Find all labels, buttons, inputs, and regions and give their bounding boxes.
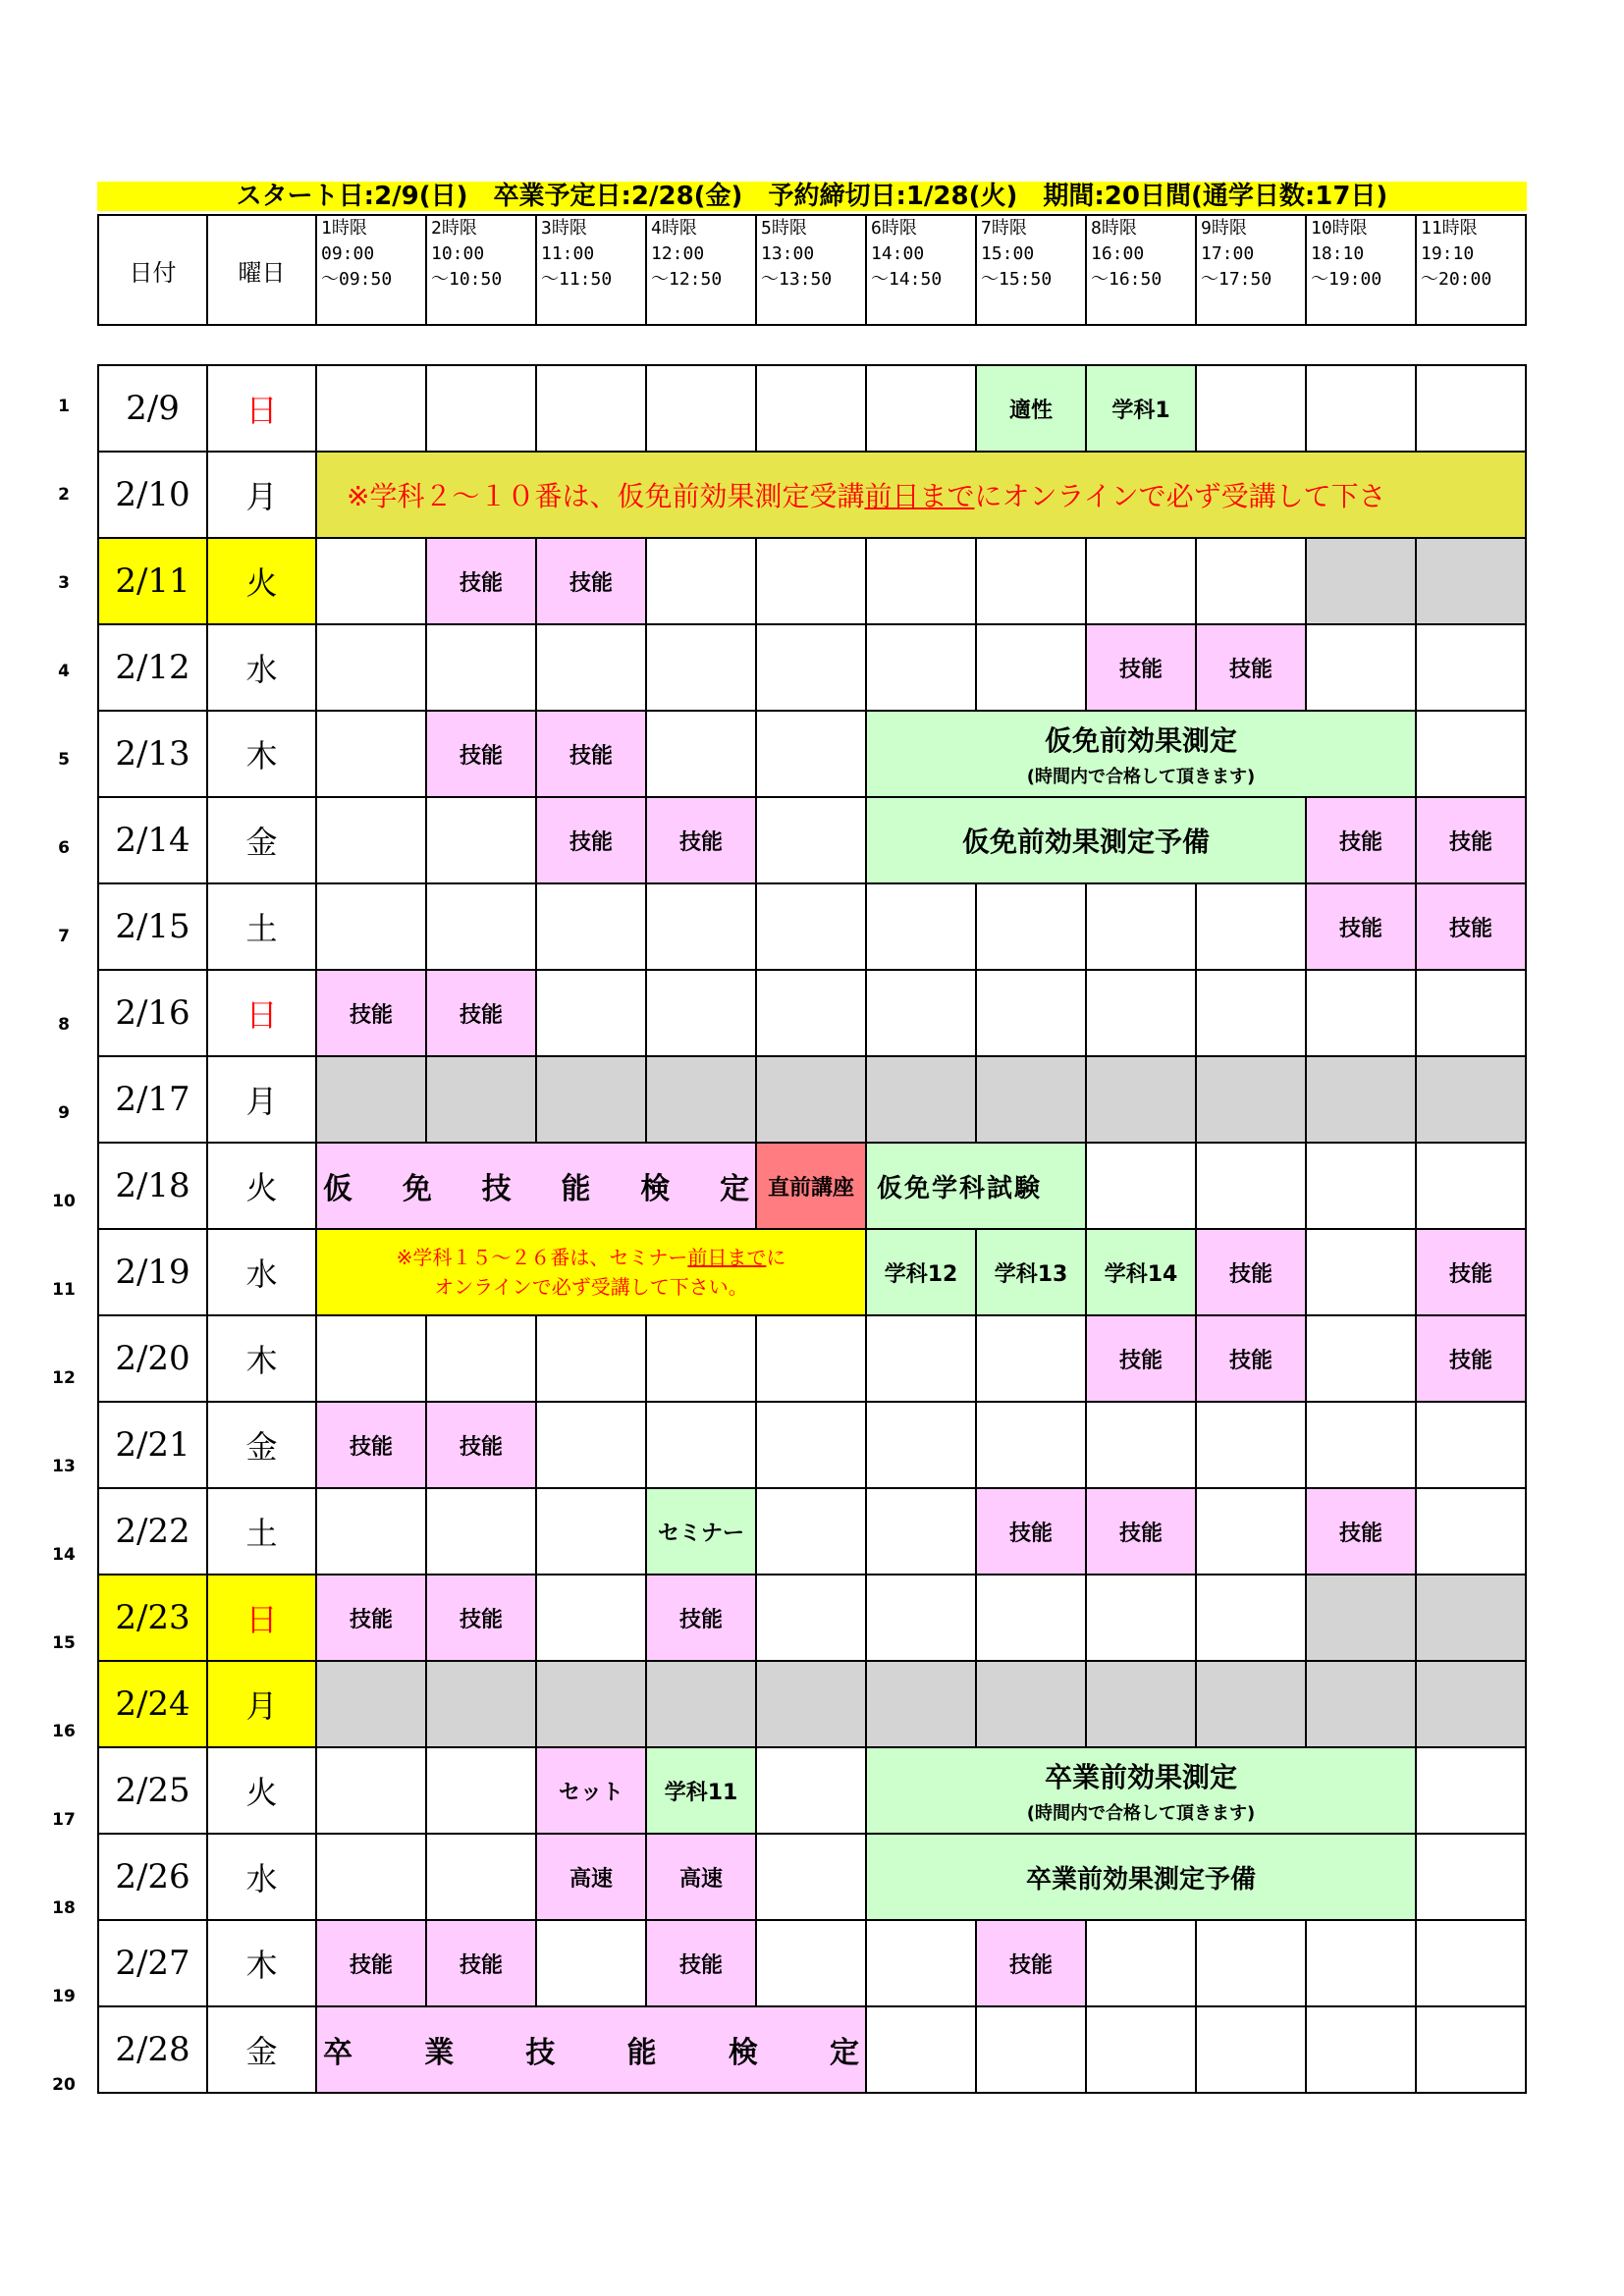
slot-empty xyxy=(756,711,866,797)
period-header-table xyxy=(97,214,1527,326)
slot-highway[interactable]: 高速 xyxy=(536,1834,646,1920)
table-row xyxy=(98,1920,1526,2006)
date-cell: 2/10 xyxy=(98,452,207,538)
slot-empty xyxy=(866,365,976,452)
row-number: 11 xyxy=(52,1280,76,1300)
slot-empty xyxy=(756,1575,866,1661)
slot-empty xyxy=(1086,1920,1196,2006)
slot-empty xyxy=(1416,2006,1526,2093)
slot-empty xyxy=(756,970,866,1056)
slot-empty xyxy=(976,2006,1086,2093)
grad-skill-exam[interactable]: 卒 業 技 能 検 定 xyxy=(316,2006,866,2093)
date-cell: 2/18 xyxy=(98,1143,207,1229)
period-header: 8時限 16:00 ～16:50 xyxy=(1086,215,1196,325)
slot-skill[interactable]: 技能 xyxy=(426,711,536,797)
slot-closed xyxy=(1306,1661,1416,1747)
slot-closed xyxy=(316,1661,426,1747)
slot-empty xyxy=(536,1488,646,1575)
slot-skill[interactable]: 技能 xyxy=(536,538,646,624)
slot-empty xyxy=(1416,1402,1526,1488)
slot-skill[interactable]: 技能 xyxy=(316,1920,426,2006)
date-cell: 2/12 xyxy=(98,624,207,711)
weekday-cell: 木 xyxy=(207,1315,316,1402)
slot-empty xyxy=(1306,1315,1416,1402)
slot-empty xyxy=(756,797,866,883)
row-number: 2 xyxy=(58,485,70,505)
date-cell: 2/24 xyxy=(98,1661,207,1747)
slot-empty xyxy=(536,883,646,970)
slot-closed xyxy=(1196,1056,1306,1143)
slot-empty xyxy=(1086,1402,1196,1488)
slot-skill[interactable]: 技能 xyxy=(976,1488,1086,1575)
slot-empty xyxy=(426,1488,536,1575)
slot-empty xyxy=(976,538,1086,624)
slot-empty xyxy=(1196,1920,1306,2006)
period-header: 4時限 12:00 ～12:50 xyxy=(646,215,756,325)
grad-effect-measure-reserve[interactable]: 卒業前効果測定予備 xyxy=(866,1834,1416,1920)
slot-skill[interactable]: 技能 xyxy=(646,1920,756,2006)
slot-empty xyxy=(976,1402,1086,1488)
slot-empty xyxy=(316,624,426,711)
slot-closed xyxy=(1416,1661,1526,1747)
slot-closed xyxy=(1086,1661,1196,1747)
slot-gakka[interactable]: 学科11 xyxy=(646,1747,756,1834)
slot-closed xyxy=(866,1661,976,1747)
slot-empty xyxy=(536,624,646,711)
slot-set[interactable]: セット xyxy=(536,1747,646,1834)
date-cell: 2/11 xyxy=(98,538,207,624)
slot-empty xyxy=(976,970,1086,1056)
slot-empty xyxy=(866,1315,976,1402)
slot-empty xyxy=(1416,1747,1526,1834)
online-notice-banner: ※学科２～１０番は、仮免前効果測定受講前日までにオンラインで必ず受講して下さ xyxy=(316,452,1526,538)
online-notice-seminar: ※学科１５～２６番は、セミナー前日までに オンラインで必ず受講して下さい。 xyxy=(316,1229,866,1315)
slot-empty xyxy=(536,1315,646,1402)
kamen-effect-measure[interactable]: 仮免前効果測定 (時間内で合格して頂きます) xyxy=(866,711,1416,797)
slot-empty xyxy=(1196,1402,1306,1488)
period-header: 11時限 19:10 ～20:00 xyxy=(1416,215,1526,325)
slot-empty xyxy=(976,883,1086,970)
slot-skill[interactable]: 技能 xyxy=(426,1920,536,2006)
kamen-skill-exam[interactable]: 仮 免 技 能 検 定 xyxy=(316,1143,756,1229)
slot-closed xyxy=(1416,1575,1526,1661)
grad-effect-measure[interactable]: 卒業前効果測定 (時間内で合格して頂きます) xyxy=(866,1747,1416,1834)
slot-skill[interactable]: 技能 xyxy=(1196,624,1306,711)
row-number: 3 xyxy=(58,573,70,593)
date-cell: 2/26 xyxy=(98,1834,207,1920)
weekday-cell: 水 xyxy=(207,624,316,711)
weekday-cell: 金 xyxy=(207,2006,316,2093)
row-number: 19 xyxy=(52,1987,76,2006)
weekday-cell: 木 xyxy=(207,1920,316,2006)
slot-closed xyxy=(866,1056,976,1143)
slot-empty xyxy=(316,365,426,452)
slot-skill[interactable]: 技能 xyxy=(316,970,426,1056)
slot-closed xyxy=(426,1661,536,1747)
slot-last-lecture[interactable]: 直前講座 xyxy=(756,1143,866,1229)
table-row xyxy=(98,797,1526,883)
slot-skill[interactable]: 技能 xyxy=(426,1402,536,1488)
slot-skill[interactable]: 技能 xyxy=(1416,797,1526,883)
slot-skill[interactable]: 技能 xyxy=(1416,883,1526,970)
slot-skill[interactable]: 技能 xyxy=(1306,797,1416,883)
slot-closed xyxy=(1306,1056,1416,1143)
date-cell: 2/21 xyxy=(98,1402,207,1488)
table-row xyxy=(98,1056,1526,1143)
date-cell: 2/9 xyxy=(98,365,207,452)
slot-skill[interactable]: 技能 xyxy=(646,797,756,883)
weekday-cell: 金 xyxy=(207,1402,316,1488)
slot-empty xyxy=(426,1747,536,1834)
slot-gakka[interactable]: 学科13 xyxy=(976,1229,1086,1315)
slot-closed xyxy=(976,1661,1086,1747)
slot-empty xyxy=(536,1920,646,2006)
slot-empty xyxy=(756,883,866,970)
slot-empty xyxy=(756,365,866,452)
slot-empty xyxy=(536,1402,646,1488)
weekday-cell: 金 xyxy=(207,797,316,883)
date-cell: 2/23 xyxy=(98,1575,207,1661)
slot-empty xyxy=(1416,1920,1526,2006)
table-row xyxy=(98,970,1526,1056)
slot-skill[interactable]: 技能 xyxy=(646,1575,756,1661)
row-number: 15 xyxy=(52,1633,76,1653)
slot-closed xyxy=(1416,1056,1526,1143)
date-cell: 2/25 xyxy=(98,1747,207,1834)
slot-empty xyxy=(756,624,866,711)
slot-empty xyxy=(316,797,426,883)
slot-closed xyxy=(756,1661,866,1747)
slot-empty xyxy=(866,1488,976,1575)
date-cell: 2/28 xyxy=(98,2006,207,2093)
slot-skill[interactable]: 技能 xyxy=(1416,1229,1526,1315)
table-row xyxy=(98,1402,1526,1488)
slot-aptitude[interactable]: 適性 xyxy=(976,365,1086,452)
slot-empty xyxy=(866,538,976,624)
row-number: 14 xyxy=(52,1545,76,1565)
date-cell: 2/16 xyxy=(98,970,207,1056)
slot-empty xyxy=(1086,2006,1196,2093)
row-number: 7 xyxy=(58,927,70,946)
table-row xyxy=(98,883,1526,970)
slot-empty xyxy=(646,883,756,970)
slot-empty xyxy=(1196,1143,1306,1229)
slot-empty xyxy=(1086,538,1196,624)
kamen-effect-measure-reserve[interactable]: 仮免前効果測定予備 xyxy=(866,797,1306,883)
period-header: 10時限 18:10 ～19:00 xyxy=(1306,215,1416,325)
slot-empty xyxy=(1086,1575,1196,1661)
slot-empty xyxy=(1306,365,1416,452)
slot-empty xyxy=(756,1747,866,1834)
slot-empty xyxy=(976,1315,1086,1402)
slot-empty xyxy=(646,624,756,711)
weekday-cell: 土 xyxy=(207,883,316,970)
slot-closed xyxy=(646,1661,756,1747)
slot-closed xyxy=(1306,538,1416,624)
date-cell: 2/20 xyxy=(98,1315,207,1402)
row-number: 16 xyxy=(52,1722,76,1741)
slot-empty xyxy=(1416,1488,1526,1575)
weekday-cell: 火 xyxy=(207,538,316,624)
slot-empty xyxy=(866,1920,976,2006)
table-row xyxy=(98,1661,1526,1747)
slot-empty xyxy=(866,970,976,1056)
slot-empty xyxy=(316,711,426,797)
date-cell: 2/13 xyxy=(98,711,207,797)
row-number: 4 xyxy=(58,662,70,681)
slot-closed xyxy=(316,1056,426,1143)
slot-skill[interactable]: 技能 xyxy=(1306,883,1416,970)
slot-closed xyxy=(1416,538,1526,624)
slot-empty xyxy=(316,1834,426,1920)
weekday-cell: 月 xyxy=(207,452,316,538)
slot-empty xyxy=(1416,1143,1526,1229)
slot-closed xyxy=(1306,1575,1416,1661)
weekday-cell: 火 xyxy=(207,1747,316,1834)
slot-empty xyxy=(866,624,976,711)
slot-empty xyxy=(756,538,866,624)
slot-empty xyxy=(1416,970,1526,1056)
date-cell: 2/27 xyxy=(98,1920,207,2006)
slot-skill[interactable]: 技能 xyxy=(426,538,536,624)
weekday-cell: 日 xyxy=(207,1575,316,1661)
table-row xyxy=(98,2006,1526,2093)
slot-empty xyxy=(426,797,536,883)
slot-skill[interactable]: 技能 xyxy=(1086,1315,1196,1402)
slot-empty xyxy=(1306,1143,1416,1229)
slot-empty xyxy=(1416,624,1526,711)
slot-empty xyxy=(756,1402,866,1488)
period-header: 9時限 17:00 ～17:50 xyxy=(1196,215,1306,325)
slot-closed xyxy=(536,1056,646,1143)
period-header: 5時限 13:00 ～13:50 xyxy=(756,215,866,325)
table-row xyxy=(98,1143,1526,1229)
slot-empty xyxy=(646,970,756,1056)
slot-empty xyxy=(426,624,536,711)
slot-empty xyxy=(866,2006,976,2093)
row-number: 6 xyxy=(58,838,70,858)
slot-empty xyxy=(646,1315,756,1402)
slot-skill[interactable]: 技能 xyxy=(426,1575,536,1661)
period-header: 6時限 14:00 ～14:50 xyxy=(866,215,976,325)
slot-empty xyxy=(1416,711,1526,797)
slot-empty xyxy=(1306,2006,1416,2093)
date-column-header: 日付 xyxy=(98,215,207,325)
slot-empty xyxy=(646,365,756,452)
weekday-column-header: 曜日 xyxy=(207,215,316,325)
row-number: 1 xyxy=(58,397,70,416)
table-row xyxy=(98,538,1526,624)
slot-empty xyxy=(756,1315,866,1402)
slot-highway[interactable]: 高速 xyxy=(646,1834,756,1920)
slot-empty xyxy=(976,1575,1086,1661)
table-row xyxy=(98,1575,1526,1661)
slot-empty xyxy=(1306,1229,1416,1315)
slot-skill[interactable]: 技能 xyxy=(426,970,536,1056)
date-cell: 2/19 xyxy=(98,1229,207,1315)
table-row xyxy=(98,711,1526,797)
slot-empty xyxy=(536,970,646,1056)
slot-empty xyxy=(1196,538,1306,624)
row-number: 5 xyxy=(58,750,70,770)
row-number: 20 xyxy=(52,2075,76,2095)
slot-skill[interactable]: 技能 xyxy=(1416,1315,1526,1402)
slot-empty xyxy=(316,1488,426,1575)
date-cell: 2/22 xyxy=(98,1488,207,1575)
slot-skill[interactable]: 技能 xyxy=(1306,1488,1416,1575)
slot-empty xyxy=(1086,1143,1196,1229)
slot-empty xyxy=(426,365,536,452)
row-number: 9 xyxy=(58,1103,70,1123)
slot-empty xyxy=(1306,624,1416,711)
period-header: 1時限 09:00 ～09:50 xyxy=(316,215,426,325)
slot-closed xyxy=(426,1056,536,1143)
date-cell: 2/14 xyxy=(98,797,207,883)
slot-skill[interactable]: 技能 xyxy=(1086,624,1196,711)
weekday-cell: 日 xyxy=(207,365,316,452)
slot-gakka[interactable]: 学科1 xyxy=(1086,365,1196,452)
table-row xyxy=(98,1229,1526,1315)
slot-empty xyxy=(1086,883,1196,970)
weekday-cell: 月 xyxy=(207,1661,316,1747)
period-header: 3時限 11:00 ～11:50 xyxy=(536,215,646,325)
row-number: 12 xyxy=(52,1368,76,1388)
slot-empty xyxy=(1306,970,1416,1056)
row-number: 13 xyxy=(52,1457,76,1476)
table-row xyxy=(98,624,1526,711)
slot-empty xyxy=(756,1920,866,2006)
schedule-table xyxy=(97,364,1527,2094)
schedule-summary-banner: スタート日:2/9(日) 卒業予定日:2/28(金) 予約締切日:1/28(火) 期間:20日間(通学日数:17日) xyxy=(97,182,1527,211)
slot-skill[interactable]: 技能 xyxy=(976,1920,1086,2006)
slot-empty xyxy=(316,1315,426,1402)
slot-empty xyxy=(426,883,536,970)
slot-seminar[interactable]: セミナー xyxy=(646,1488,756,1575)
weekday-cell: 水 xyxy=(207,1834,316,1920)
slot-skill[interactable]: 技能 xyxy=(316,1575,426,1661)
slot-closed xyxy=(976,1056,1086,1143)
slot-skill[interactable]: 技能 xyxy=(1086,1488,1196,1575)
slot-closed xyxy=(646,1056,756,1143)
slot-empty xyxy=(1196,2006,1306,2093)
slot-empty xyxy=(316,883,426,970)
slot-empty xyxy=(1196,1575,1306,1661)
weekday-cell: 日 xyxy=(207,970,316,1056)
slot-gakka[interactable]: 学科12 xyxy=(866,1229,976,1315)
slot-empty xyxy=(756,1834,866,1920)
table-row xyxy=(98,452,1526,538)
slot-skill[interactable]: 技能 xyxy=(1196,1229,1306,1315)
slot-empty xyxy=(646,711,756,797)
table-row xyxy=(98,1315,1526,1402)
period-header: 7時限 15:00 ～15:50 xyxy=(976,215,1086,325)
slot-empty xyxy=(426,1315,536,1402)
slot-empty xyxy=(426,1834,536,1920)
table-row xyxy=(98,1747,1526,1834)
date-cell: 2/15 xyxy=(98,883,207,970)
slot-empty xyxy=(316,1747,426,1834)
table-row xyxy=(98,365,1526,452)
slot-empty xyxy=(866,883,976,970)
slot-empty xyxy=(1086,970,1196,1056)
weekday-cell: 土 xyxy=(207,1488,316,1575)
weekday-cell: 火 xyxy=(207,1143,316,1229)
slot-skill[interactable]: 技能 xyxy=(536,711,646,797)
slot-empty xyxy=(1306,1920,1416,2006)
slot-empty xyxy=(866,1575,976,1661)
row-number: 10 xyxy=(52,1192,76,1211)
slot-empty xyxy=(756,1488,866,1575)
row-number: 18 xyxy=(52,1898,76,1918)
row-number: 8 xyxy=(58,1015,70,1035)
slot-closed xyxy=(1196,1661,1306,1747)
slot-closed xyxy=(536,1661,646,1747)
slot-empty xyxy=(536,1575,646,1661)
slot-empty xyxy=(1416,1834,1526,1920)
slot-empty xyxy=(646,1402,756,1488)
slot-skill[interactable]: 技能 xyxy=(316,1402,426,1488)
weekday-cell: 水 xyxy=(207,1229,316,1315)
slot-empty xyxy=(316,538,426,624)
slot-empty xyxy=(1306,1402,1416,1488)
slot-gakka[interactable]: 学科14 xyxy=(1086,1229,1196,1315)
slot-empty xyxy=(1196,1488,1306,1575)
slot-empty xyxy=(1196,365,1306,452)
table-row xyxy=(98,1488,1526,1575)
slot-empty xyxy=(866,1402,976,1488)
row-number: 17 xyxy=(52,1810,76,1830)
table-row xyxy=(98,1834,1526,1920)
slot-empty xyxy=(1196,970,1306,1056)
slot-empty xyxy=(1416,365,1526,452)
slot-empty xyxy=(536,365,646,452)
slot-skill[interactable]: 技能 xyxy=(1196,1315,1306,1402)
slot-empty xyxy=(646,538,756,624)
slot-empty xyxy=(1196,883,1306,970)
slot-closed xyxy=(1086,1056,1196,1143)
kamen-written-exam[interactable]: 仮免学科試験 xyxy=(866,1143,1086,1229)
slot-closed xyxy=(756,1056,866,1143)
slot-empty xyxy=(976,624,1086,711)
weekday-cell: 月 xyxy=(207,1056,316,1143)
date-cell: 2/17 xyxy=(98,1056,207,1143)
weekday-cell: 木 xyxy=(207,711,316,797)
period-header: 2時限 10:00 ～10:50 xyxy=(426,215,536,325)
slot-skill[interactable]: 技能 xyxy=(536,797,646,883)
